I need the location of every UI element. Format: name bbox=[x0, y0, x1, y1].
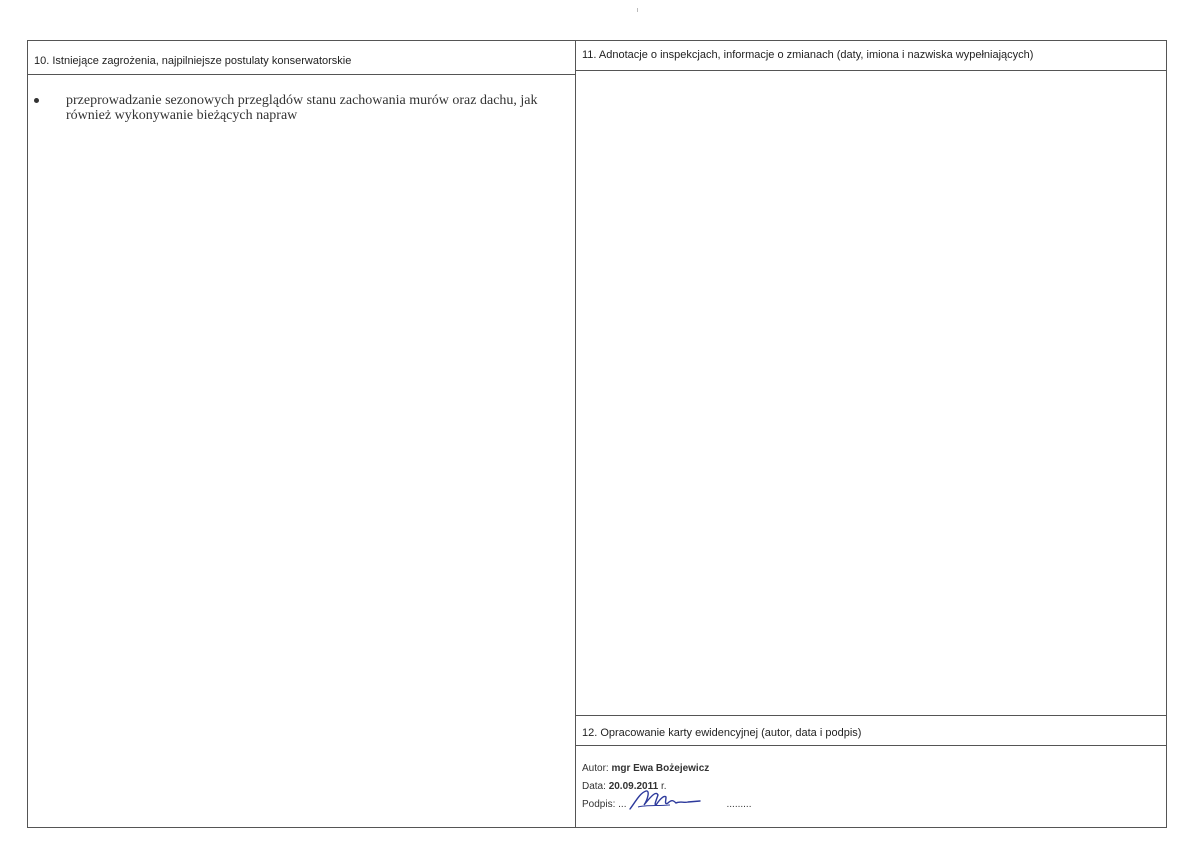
date-suffix: r. bbox=[660, 781, 667, 792]
list-item-text: przeprowadzanie sezonowych przeglądów stanu zachowania murów oraz dachu, jak również wykonywanie bieżących napraw bbox=[66, 93, 538, 123]
signature-icon bbox=[626, 787, 726, 815]
bullet-icon bbox=[34, 98, 39, 103]
form-frame bbox=[27, 40, 1167, 828]
list-item bbox=[34, 93, 554, 123]
section-12 bbox=[576, 715, 1166, 829]
signature-line bbox=[582, 796, 1166, 814]
handwritten-signature bbox=[626, 797, 726, 811]
signature-dots-after: ......... bbox=[726, 799, 752, 810]
section-12-header: 12. Opracowanie karty ewidencyjnej (autor, data i podpis) bbox=[576, 716, 1166, 746]
author-line bbox=[582, 760, 1166, 778]
signature-dots-before: ... bbox=[618, 799, 627, 810]
date-label: Data: bbox=[582, 781, 606, 792]
right-column bbox=[576, 41, 1166, 827]
author-label: Autor: bbox=[582, 763, 609, 774]
date-value: 20.09.2011 bbox=[608, 781, 659, 792]
signature-label: Podpis: bbox=[582, 799, 616, 810]
author-value: mgr Ewa Bożejewicz bbox=[611, 763, 710, 774]
threats-list bbox=[34, 93, 554, 123]
section-10 bbox=[28, 41, 576, 827]
scan-mark bbox=[637, 8, 638, 12]
section-11-header: 11. Adnotacje o inspekcjach, informacje o zmianach (daty, imiona i nazwiska wypełniających) bbox=[576, 41, 1166, 71]
section-10-header: 10. Istniejące zagrożenia, najpilniejsze postulaty konserwatorskie bbox=[28, 41, 575, 75]
author-details bbox=[576, 746, 1166, 814]
